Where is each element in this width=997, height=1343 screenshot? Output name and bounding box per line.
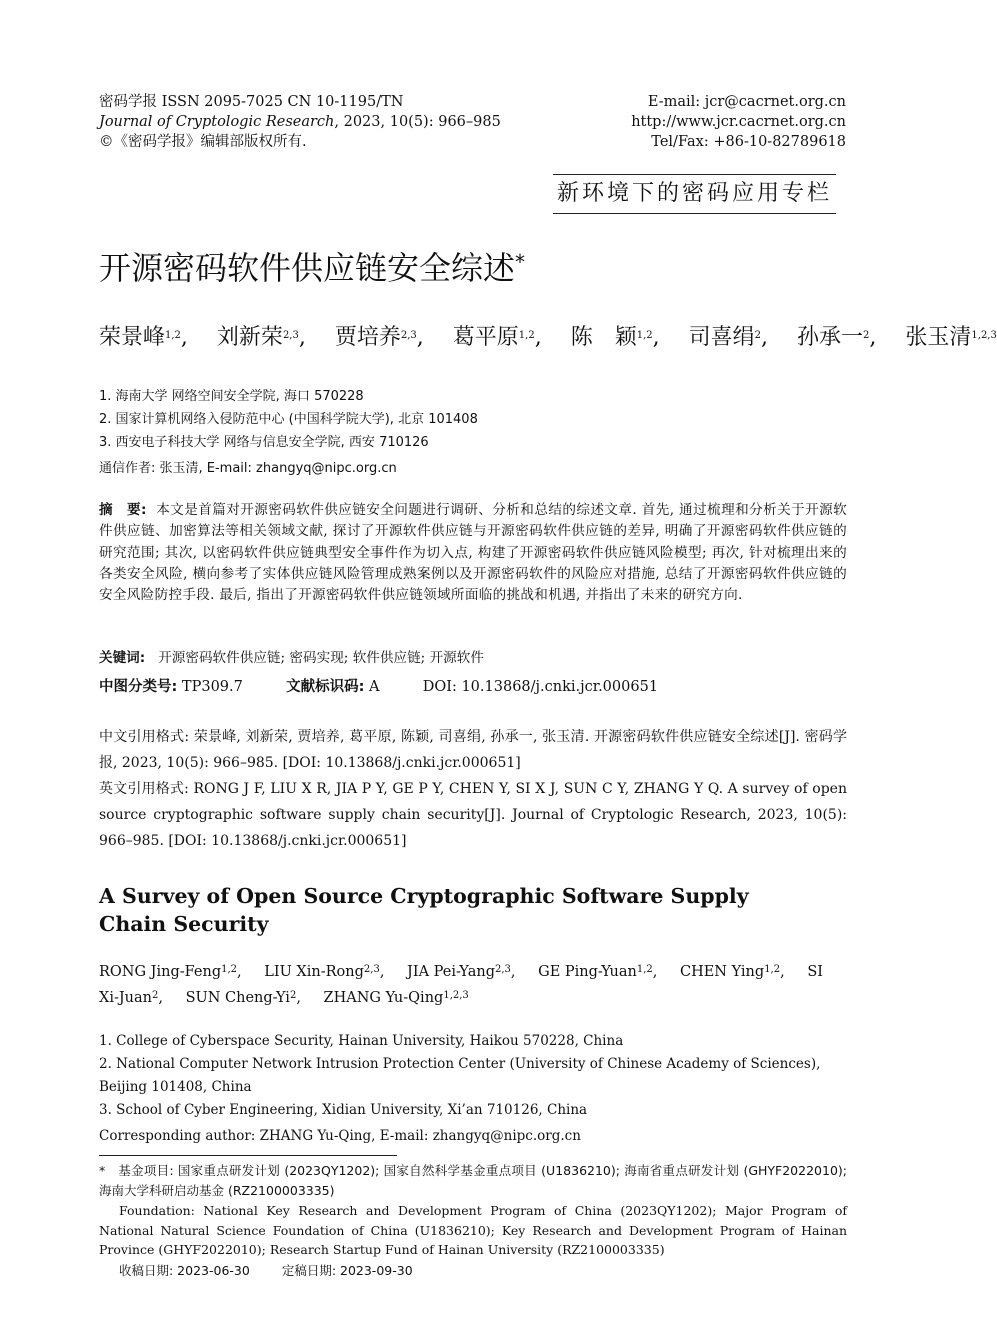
author-affiliation-mark: 2,3	[400, 330, 417, 341]
title-zh: 开源密码软件供应链安全综述	[99, 249, 516, 287]
author-name: SI Xi-Juan	[99, 964, 823, 1006]
author-affiliation-mark: 2	[863, 330, 870, 341]
author-en-7: SUN Cheng-Yi$^2$,	[185, 990, 301, 1006]
doi: DOI: 10.13868/j.cnki.jcr.000651	[422, 679, 659, 695]
author-name: SUN Cheng-Yi	[185, 990, 290, 1006]
author-zh-5: 陈 颖$^{1,2}$,	[570, 325, 682, 350]
funding-zh: * 基金项目: 国家重点研发计划 (2023QY1202); 国家自然科学基金重点项目 (U1836210); 海南省重点研发计划 (GHYF2022010); 海南大学科研启动基金 (RZ2100003335)	[99, 1163, 847, 1198]
author-name: ZHANG Yu-Qing	[323, 990, 444, 1006]
column-title: 新环境下的密码应用专栏	[553, 174, 836, 214]
abstract-zh	[99, 500, 847, 606]
author-name: CHEN Ying	[679, 964, 765, 980]
author-affiliation-mark: 1,2	[636, 330, 653, 341]
corresponding-author-zh: 通信作者: 张玉清, E-mail: zhangyq@nipc.org.cn	[99, 461, 397, 476]
journal-volume: , 2023, 10(5): 966–985	[334, 114, 501, 130]
corresponding-author-en: Corresponding author: ZHANG Yu-Qing, E-mail: zhangyq@nipc.org.cn	[99, 1128, 581, 1144]
author-affiliation-mark: 1,2,3	[443, 990, 469, 1001]
citation-zh: 中文引用格式: 荣景峰, 刘新荣, 贾培养, 葛平原, 陈颖, 司喜绢, 孙承一, 张玉清. 开源密码软件供应链安全综述[J]. 密码学报, 2023, 10(5): 966–985. [DOI: 10.13868/j.cnki.jcr.000651]	[99, 729, 847, 771]
author-zh-7: 孙承一$^2$,	[797, 325, 899, 350]
doc-code-value: A	[369, 679, 380, 695]
journal-telfax: Tel/Fax: +86-10-82789618	[651, 134, 846, 150]
funding-en: Foundation: National Key Research and Development Program of China (2023QY1202); Major Program of National Natural Science Foundation of China (U1836210); Key Research and Development Program of Hainan Province (GHYF2022010); Research Startup Fund of Hainan University (RZ2100003335)	[99, 1203, 847, 1257]
author-name: 孙承一	[797, 325, 864, 350]
journal-header-line: 密码学报 ISSN 2095-7025 CN 10-1195/TN	[99, 94, 404, 110]
footnote-divider	[99, 1155, 397, 1156]
classification-row	[99, 676, 658, 698]
keywords-text: 开源密码软件供应链; 密码实现; 软件供应链; 开源软件	[158, 650, 484, 666]
author-zh-6: 司喜绢$^2$,	[688, 325, 790, 350]
author-en-8	[324, 990, 469, 1006]
author-en-3: JIA Pei-Yang$^{2,3}$,	[407, 964, 516, 980]
author-en-6: SI Xi-Juan$^2$,	[99, 964, 823, 1006]
author-affiliation-mark: 2,3	[495, 964, 511, 975]
author-zh-4: 葛平原$^{1,2}$,	[452, 325, 564, 350]
affiliation-en-3: 3. School of Cyber Engineering, Xidian University, Xi’an 710126, China	[99, 1102, 588, 1118]
author-affiliation-mark: 2	[289, 990, 297, 1001]
author-en-2: LIU Xin-Rong$^{2,3}$,	[264, 964, 385, 980]
author-name: 贾培养	[334, 325, 401, 350]
doc-code-label: 文献标识码:	[286, 679, 365, 695]
received-date: 收稿日期: 2023-06-30	[119, 1263, 250, 1278]
author-affiliation-mark: 2	[152, 990, 159, 1001]
journal-url: http://www.jcr.cacrnet.org.cn	[631, 114, 846, 130]
author-name: 张玉清	[905, 325, 972, 350]
affiliation-zh-2: 2. 国家计算机网络入侵防范中心 (中国科学院大学), 北京 101408	[99, 412, 478, 427]
journal-citation-line	[99, 112, 501, 132]
keywords-zh	[99, 647, 484, 669]
author-name: 司喜绢	[688, 325, 755, 350]
page-title	[99, 248, 525, 288]
abstract-text: 本文是首篇对开源密码软件供应链安全问题进行调研、分析和总结的综述文章. 首先, 通过梳理和分析关于开源软件供应链、加密算法等相关领域文献, 探讨了开源软件供应链与开源密码软件供应链的差异, 明确了开源密码软件供应链的研究范围; 其次, 以密码软件供应链典型安全事件作为切入点, 构建了开源密码软件供应链风险模型; 再次, 针对梳理出来的各类安全风险, 横向参考了实体供应链风险管理成熟案例以及开源密码软件的风险应对措施, 总结了开源密码软件供应链的安全风险防控手段. 最后, 指出了开源密码软件供应链领域所面临的挑战和机遇, 并指出了未来的研究方向.	[99, 502, 847, 604]
author-affiliation-mark: 2,3	[363, 964, 380, 975]
clc-value: TP309.7	[181, 679, 243, 695]
author-name: LIU Xin-Rong	[264, 964, 364, 980]
author-name: JIA Pei-Yang	[407, 964, 495, 980]
author-affiliation-mark: 2	[754, 330, 761, 341]
title-footnote-mark: *	[515, 250, 526, 274]
author-en-4: GE Ping-Yuan$^{1,2}$,	[538, 964, 658, 980]
author-affiliation-mark: 1,2	[518, 330, 535, 341]
author-list-zh	[99, 323, 997, 353]
author-name: 陈 颖	[570, 325, 637, 350]
affiliation-zh-3: 3. 西安电子科技大学 网络与信息安全学院, 西安 710126	[99, 435, 429, 450]
title-en: A Survey of Open Source Cryptographic Software Supply Chain Security	[99, 884, 749, 936]
copyright-notice: ©《密码学报》编辑部版权所有.	[99, 134, 307, 150]
author-affiliation-mark: 1,2	[636, 964, 653, 975]
author-name: 葛平原	[452, 325, 519, 350]
author-affiliation-mark: 2,3	[282, 330, 299, 341]
affiliation-zh-1: 1. 海南大学 网络空间安全学院, 海口 570228	[99, 389, 364, 404]
author-affiliation-mark: 1,2	[221, 964, 238, 975]
journal-name: Journal of Cryptologic Research	[99, 114, 335, 130]
author-en-1: RONG Jing-Feng$^{1,2}$,	[99, 964, 242, 980]
author-affiliation-mark: 1,2	[764, 964, 781, 975]
author-affiliation-mark: 1,2,3	[971, 330, 997, 341]
author-en-5: CHEN Ying$^{1,2}$,	[679, 964, 785, 980]
author-affiliation-mark: 1,2	[165, 330, 181, 341]
author-zh-2: 刘新荣$^{2,3}$,	[216, 325, 328, 350]
author-list-en	[99, 959, 847, 1011]
dates-row	[119, 1261, 413, 1281]
journal-email: E-mail: jcr@cacrnet.org.cn	[647, 94, 846, 110]
author-name: RONG Jing-Feng	[99, 964, 222, 980]
citation-en: 英文引用格式: RONG J F, LIU X R, JIA P Y, GE P Y, CHEN Y, SI X J, SUN C Y, ZHANG Y Q. A survey of open source cryptographic software supply chain security[J]. Journal of Cryptologic Research, 2023, 10(5): 966–985. [DOI: 10.13868/j.cnki.jcr.000651]	[99, 781, 847, 849]
author-zh-1: 荣景峰$^{1,2}$,	[99, 325, 210, 350]
author-name: 刘新荣	[216, 325, 283, 350]
affiliation-en-1: 1. College of Cyberspace Security, Hainan University, Haikou 570228, China	[99, 1033, 624, 1049]
author-zh-3: 贾培养$^{2,3}$,	[334, 325, 446, 350]
abstract-label: 摘 要:	[99, 502, 147, 518]
keywords-label: 关键词:	[99, 650, 146, 666]
author-name: 荣景峰	[99, 325, 166, 350]
accepted-date: 定稿日期: 2023-09-30	[281, 1263, 413, 1278]
clc-label: 中图分类号:	[99, 679, 178, 695]
author-name: GE Ping-Yuan	[538, 964, 637, 980]
author-zh-8	[905, 325, 996, 350]
affiliation-en-2: 2. National Computer Network Intrusion Protection Center (University of Chinese Academy of Sciences), Beijing 101408, China	[99, 1056, 821, 1095]
